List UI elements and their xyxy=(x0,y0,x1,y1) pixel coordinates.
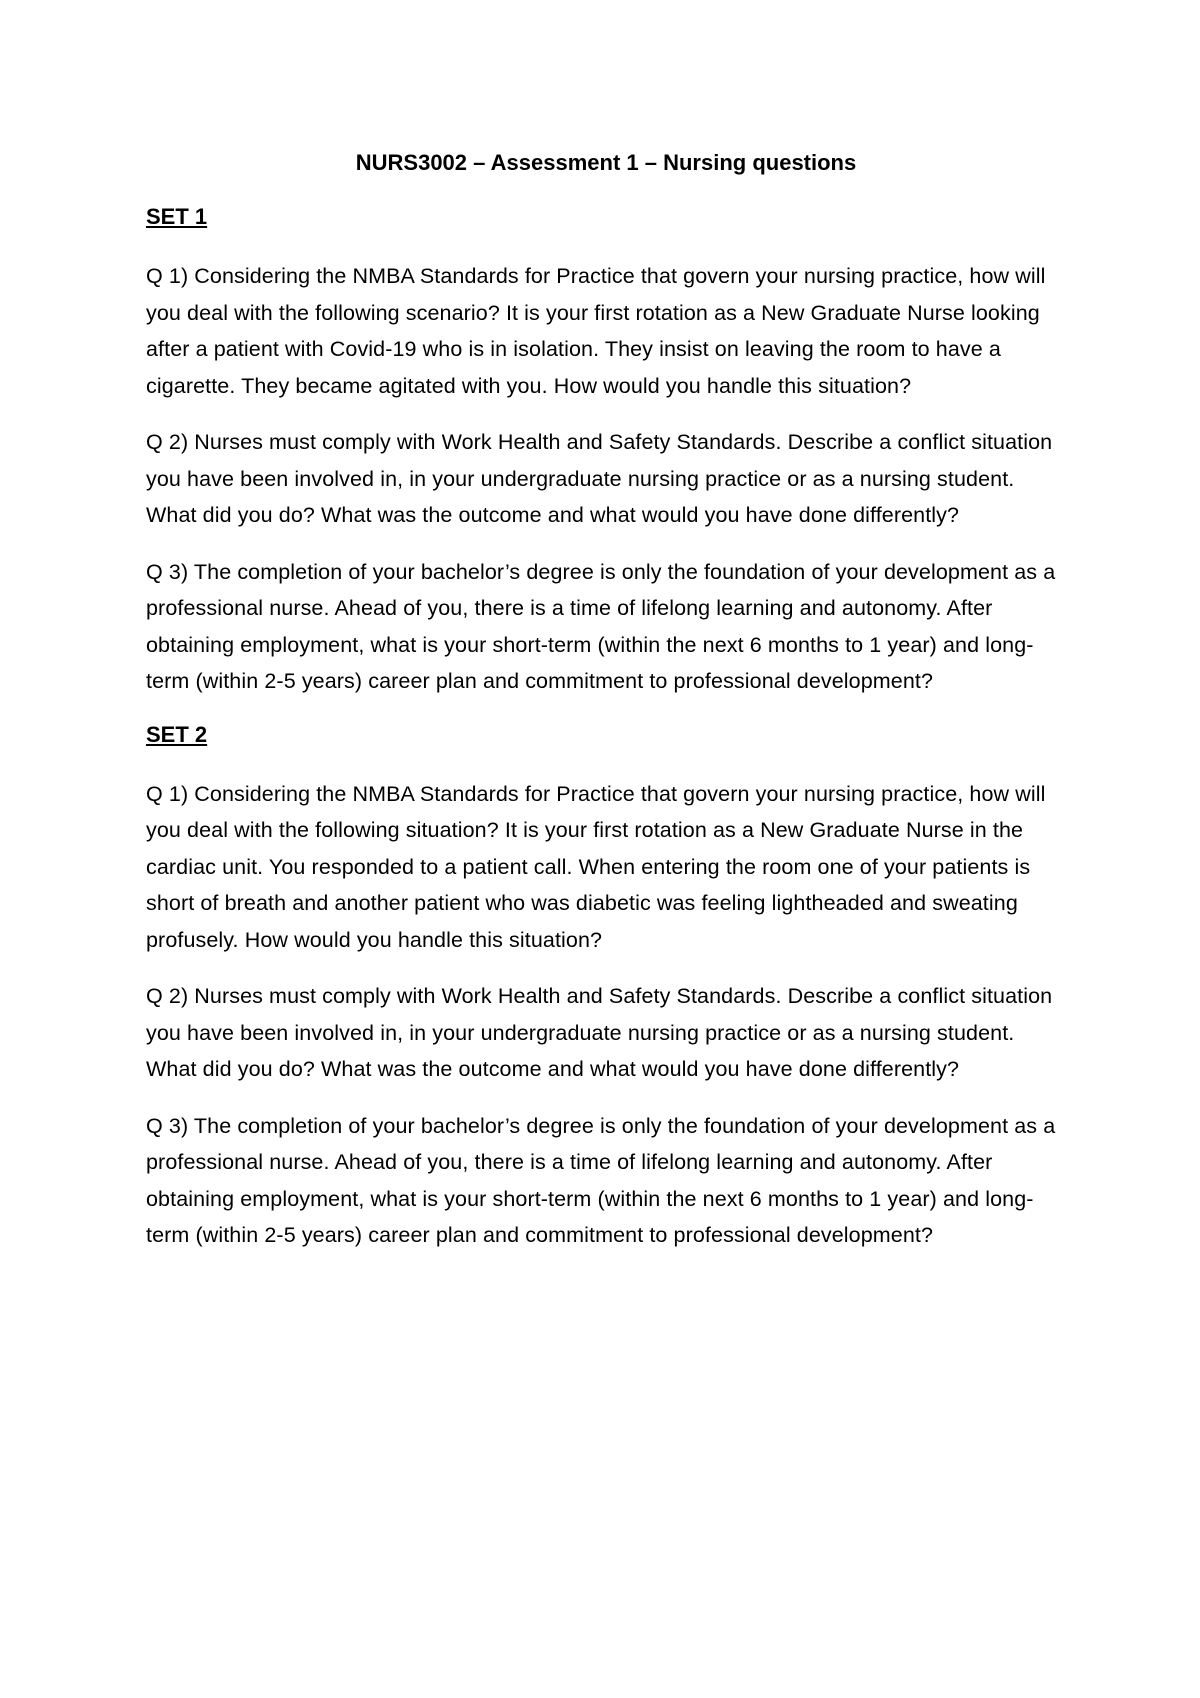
set-1-question-1: Q 1) Considering the NMBA Standards for Practice that govern your nursing practice, how will you deal with the following scenario? It is your first rotation as a New Graduate Nurse looking after a patient with Covid-19 who is in isolation. They insist on leaving the room to have a cigarette. They became agitated with you. How would you handle this situation? xyxy=(146,264,1046,398)
set-1-question-2: Q 2) Nurses must comply with Work Health and Safety Standards. Describe a conflict situation you have been involved in, in your undergraduate nursing practice or as a nursing student. What did you do? What was the outcome and what would you have done differently? xyxy=(146,430,1053,527)
set-2-question-3: Q 3) The completion of your bachelor’s degree is only the foundation of your development as a professional nurse. Ahead of you, there is a time of lifelong learning and autonomy. After obtaining employment, what is your short-term (within the next 6 months to 1 year) and long-term (within 2-5 years) career plan and commitment to professional development? xyxy=(146,1113,1056,1247)
set-2-question-1: Q 1) Considering the NMBA Standards for Practice that govern your nursing practice, how will you deal with the following situation? It is your first rotation as a New Graduate Nurse in the cardiac unit. You responded to a patient call. When entering the room one of your patients is short of breath and another patient who was diabetic was feeling lightheaded and sweating profusely. How would you handle this situation? xyxy=(146,781,1046,952)
set-1-heading: SET 1 xyxy=(146,204,208,229)
document-title: NURS3002 – Assessment 1 – Nursing questions xyxy=(355,150,857,175)
document-body xyxy=(146,140,1066,1274)
set-1-section xyxy=(146,202,1066,700)
set-2-section xyxy=(146,720,1066,1254)
set-1-question-3: Q 3) The completion of your bachelor’s degree is only the foundation of your development as a professional nurse. Ahead of you, there is a time of lifelong learning and autonomy. After obtaining employment, what is your short-term (within the next 6 months to 1 year) and long-term (within 2-5 years) career plan and commitment to professional development? xyxy=(146,559,1056,693)
set-2-heading: SET 2 xyxy=(146,721,208,747)
set-2-question-2: Q 2) Nurses must comply with Work Health and Safety Standards. Describe a conflict situation you have been involved in, in your undergraduate nursing practice or as a nursing student. What did you do? What was the outcome and what would you have done differently? xyxy=(146,984,1053,1081)
